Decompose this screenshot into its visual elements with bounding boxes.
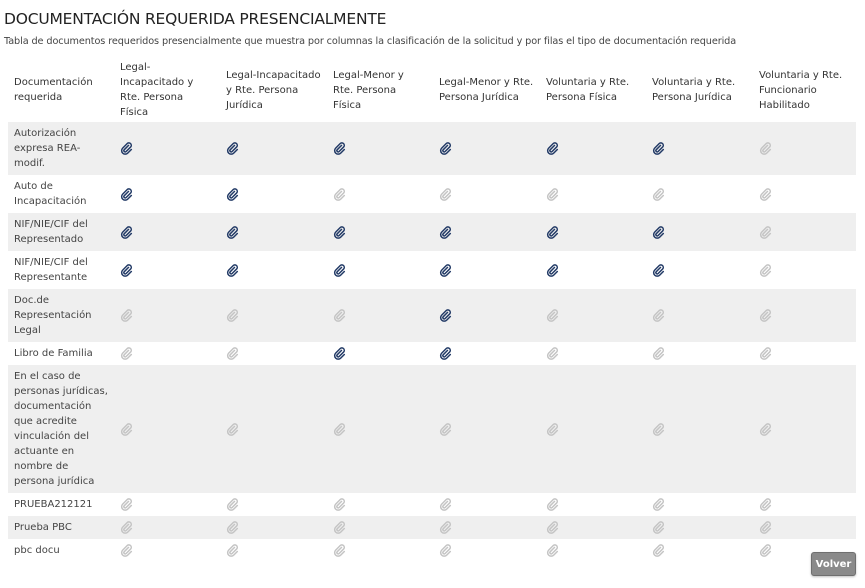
requirement-cell <box>220 365 327 493</box>
paperclip-icon <box>226 225 239 239</box>
paperclip-icon <box>546 225 559 239</box>
paperclip-icon <box>226 263 239 277</box>
paperclip-disabled-icon <box>546 346 559 360</box>
requirement-cell <box>540 251 646 289</box>
document-name: Autorización expresa REA-modif. <box>8 122 114 175</box>
paperclip-disabled-icon <box>439 422 452 436</box>
paperclip-disabled-icon <box>333 520 346 534</box>
table-row <box>8 539 856 562</box>
paperclip-icon <box>439 263 452 277</box>
requirement-cell <box>540 175 646 213</box>
requirement-cell <box>327 365 433 493</box>
requirement-cell <box>646 365 753 493</box>
requirement-cell <box>220 539 327 562</box>
document-name: pbc docu <box>8 539 114 562</box>
paperclip-icon <box>652 225 665 239</box>
requirement-cell <box>540 493 646 516</box>
requirement-cell <box>540 289 646 342</box>
paperclip-disabled-icon <box>120 520 133 534</box>
requirement-cell <box>646 213 753 251</box>
requirement-cell <box>540 213 646 251</box>
requirement-cell <box>220 213 327 251</box>
paperclip-disabled-icon <box>759 497 772 511</box>
table-row <box>8 516 856 539</box>
paperclip-icon <box>439 225 452 239</box>
table-row <box>8 213 856 251</box>
requirement-cell <box>540 539 646 562</box>
requirement-cell <box>753 365 856 493</box>
table-row <box>8 493 856 516</box>
table-header-row <box>8 58 856 122</box>
paperclip-disabled-icon <box>546 308 559 322</box>
requirement-cell <box>753 342 856 365</box>
paperclip-icon <box>226 187 239 201</box>
requirement-cell <box>114 493 220 516</box>
paperclip-disabled-icon <box>333 497 346 511</box>
paperclip-disabled-icon <box>759 308 772 322</box>
requirement-cell <box>753 175 856 213</box>
paperclip-disabled-icon <box>120 422 133 436</box>
requirement-cell <box>646 342 753 365</box>
paperclip-disabled-icon <box>759 543 772 557</box>
requirement-cell <box>114 122 220 175</box>
requirement-cell <box>646 122 753 175</box>
paperclip-disabled-icon <box>120 308 133 322</box>
requirement-cell <box>433 175 540 213</box>
requirement-cell <box>433 365 540 493</box>
paperclip-disabled-icon <box>439 497 452 511</box>
requirement-cell <box>540 342 646 365</box>
requirement-cell <box>540 365 646 493</box>
requirement-cell <box>433 342 540 365</box>
paperclip-disabled-icon <box>759 263 772 277</box>
paperclip-disabled-icon <box>226 497 239 511</box>
requirement-cell <box>327 251 433 289</box>
requirement-cell <box>114 289 220 342</box>
paperclip-disabled-icon <box>652 346 665 360</box>
column-header-4: Legal-Menor y Rte. Persona Jurídica <box>439 77 534 103</box>
paperclip-disabled-icon <box>759 225 772 239</box>
paperclip-disabled-icon <box>333 543 346 557</box>
requirement-cell <box>220 493 327 516</box>
requirement-cell <box>114 516 220 539</box>
document-name: PRUEBA212121 <box>8 493 114 516</box>
column-header-5: Voluntaria y Rte. Persona Física <box>546 77 630 103</box>
requirement-cell <box>646 516 753 539</box>
paperclip-disabled-icon <box>439 543 452 557</box>
paperclip-icon <box>546 263 559 277</box>
paperclip-icon <box>120 141 133 155</box>
paperclip-icon <box>333 141 346 155</box>
paperclip-disabled-icon <box>546 187 559 201</box>
paperclip-disabled-icon <box>652 187 665 201</box>
requirement-cell <box>327 539 433 562</box>
paperclip-icon <box>226 141 239 155</box>
column-header-documentation: Documentación requerida <box>14 77 93 103</box>
requirement-cell <box>646 251 753 289</box>
requirement-cell <box>114 539 220 562</box>
paperclip-disabled-icon <box>439 520 452 534</box>
table-row <box>8 175 856 213</box>
paperclip-icon <box>652 263 665 277</box>
column-header-3: Legal-Menor y Rte. Persona Física <box>333 69 404 111</box>
paperclip-disabled-icon <box>759 346 772 360</box>
document-name: NIF/NIE/CIF del Representante <box>8 251 114 289</box>
paperclip-icon <box>333 346 346 360</box>
column-header-7: Voluntaria y Rte. Funcionario Habilitado <box>759 69 843 111</box>
paperclip-disabled-icon <box>226 422 239 436</box>
requirement-cell <box>433 213 540 251</box>
requirement-cell <box>220 516 327 539</box>
paperclip-icon <box>439 141 452 155</box>
paperclip-disabled-icon <box>546 520 559 534</box>
back-button[interactable]: Volver <box>811 552 856 576</box>
requirement-cell <box>540 122 646 175</box>
paperclip-icon <box>120 187 133 201</box>
documents-table <box>8 58 856 562</box>
table-row <box>8 289 856 342</box>
requirement-cell <box>327 289 433 342</box>
requirement-cell <box>220 289 327 342</box>
requirement-cell <box>327 175 433 213</box>
paperclip-disabled-icon <box>226 543 239 557</box>
requirement-cell <box>327 213 433 251</box>
paperclip-disabled-icon <box>333 308 346 322</box>
document-name: En el caso de personas jurídicas, documentación que acredite vinculación del actuante en nombre de persona jurídica <box>8 365 114 493</box>
requirement-cell <box>220 122 327 175</box>
requirement-cell <box>753 251 856 289</box>
requirement-cell <box>433 516 540 539</box>
paperclip-icon <box>120 263 133 277</box>
paperclip-icon <box>546 141 559 155</box>
document-name: NIF/NIE/CIF del Representado <box>8 213 114 251</box>
paperclip-disabled-icon <box>546 543 559 557</box>
requirement-cell <box>327 493 433 516</box>
paperclip-disabled-icon <box>439 187 452 201</box>
document-name: Prueba PBC <box>8 516 114 539</box>
paperclip-icon <box>439 346 452 360</box>
requirement-cell <box>753 289 856 342</box>
paperclip-disabled-icon <box>120 497 133 511</box>
requirement-cell <box>220 175 327 213</box>
page-title: DOCUMENTACIÓN REQUERIDA PRESENCIALMENTE <box>4 10 387 28</box>
paperclip-disabled-icon <box>226 520 239 534</box>
column-header-6: Voluntaria y Rte. Persona Jurídica <box>652 77 736 103</box>
paperclip-disabled-icon <box>226 308 239 322</box>
paperclip-disabled-icon <box>759 141 772 155</box>
requirement-cell <box>433 289 540 342</box>
requirement-cell <box>114 365 220 493</box>
column-header-2: Legal-Incapacitado y Rte. Persona Jurídica <box>226 69 321 111</box>
paperclip-disabled-icon <box>120 543 133 557</box>
paperclip-disabled-icon <box>759 520 772 534</box>
requirement-cell <box>220 251 327 289</box>
paperclip-disabled-icon <box>226 346 239 360</box>
document-name: Auto de Incapacitación <box>8 175 114 213</box>
requirement-cell <box>433 539 540 562</box>
requirement-cell <box>114 213 220 251</box>
document-name: Libro de Familia <box>8 342 114 365</box>
requirement-cell <box>540 516 646 539</box>
paperclip-disabled-icon <box>652 520 665 534</box>
paperclip-disabled-icon <box>546 422 559 436</box>
requirement-cell <box>753 213 856 251</box>
requirement-cell <box>753 493 856 516</box>
paperclip-disabled-icon <box>333 422 346 436</box>
paperclip-disabled-icon <box>120 346 133 360</box>
paperclip-icon <box>333 263 346 277</box>
paperclip-disabled-icon <box>652 308 665 322</box>
requirement-cell <box>753 122 856 175</box>
table-body <box>8 122 856 562</box>
requirement-cell <box>753 516 856 539</box>
requirement-cell <box>433 251 540 289</box>
table-row <box>8 342 856 365</box>
requirement-cell <box>327 516 433 539</box>
paperclip-icon <box>333 225 346 239</box>
table-row <box>8 251 856 289</box>
requirement-cell <box>433 122 540 175</box>
paperclip-disabled-icon <box>652 422 665 436</box>
paperclip-disabled-icon <box>759 422 772 436</box>
paperclip-icon <box>120 225 133 239</box>
table-row <box>8 122 856 175</box>
paperclip-disabled-icon <box>652 543 665 557</box>
requirement-cell <box>646 493 753 516</box>
requirement-cell <box>114 175 220 213</box>
paperclip-disabled-icon <box>759 187 772 201</box>
document-name: Doc.de Representación Legal <box>8 289 114 342</box>
paperclip-disabled-icon <box>333 187 346 201</box>
table-row <box>8 365 856 493</box>
requirement-cell <box>646 539 753 562</box>
table-description: Tabla de documentos requeridos presencialmente que muestra por columnas la clasificación de la solicitud y por filas el tipo de documentación requerida <box>4 36 737 47</box>
requirement-cell <box>646 175 753 213</box>
requirement-cell <box>327 342 433 365</box>
paperclip-icon <box>439 308 452 322</box>
paperclip-disabled-icon <box>546 497 559 511</box>
paperclip-disabled-icon <box>652 497 665 511</box>
column-header-1: Legal-Incapacitado y Rte. Persona Física <box>120 62 194 118</box>
requirement-cell <box>114 342 220 365</box>
requirement-cell <box>327 122 433 175</box>
requirement-cell <box>114 251 220 289</box>
requirement-cell <box>220 342 327 365</box>
paperclip-icon <box>652 141 665 155</box>
requirement-cell <box>433 493 540 516</box>
requirement-cell <box>646 289 753 342</box>
